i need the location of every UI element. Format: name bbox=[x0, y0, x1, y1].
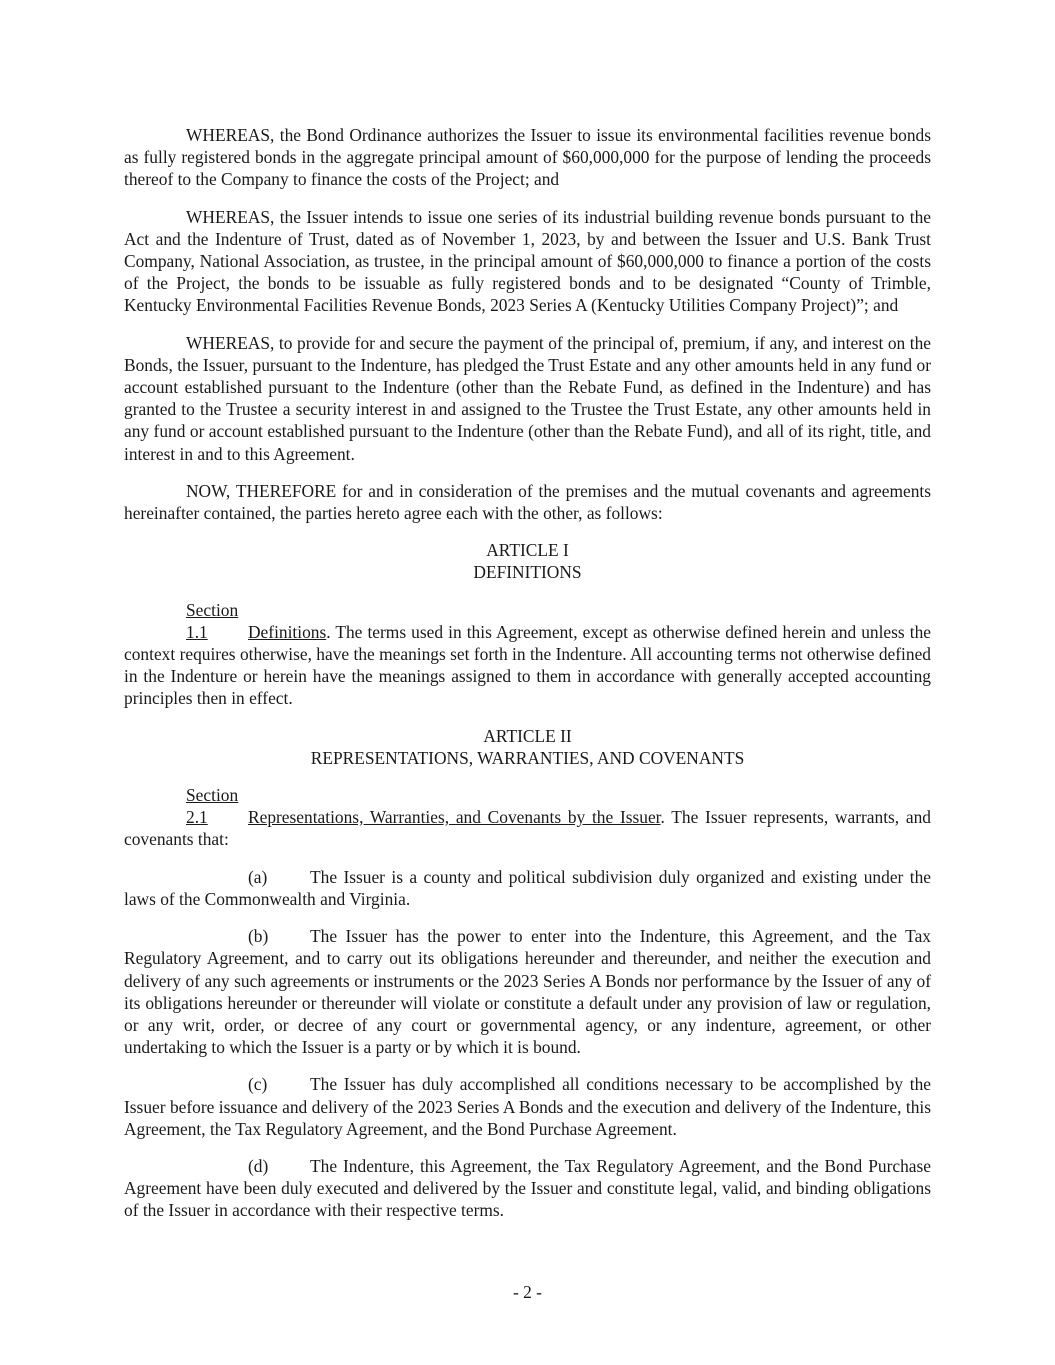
list-item-b-label: (b) bbox=[248, 926, 269, 947]
section-2-1-heading: Representations, Warranties, and Covenants by the Issuer bbox=[248, 807, 661, 828]
section-2-1-number: Section 2.1 bbox=[186, 785, 239, 828]
section-1-1-heading: Definitions bbox=[248, 621, 327, 642]
list-item-c-text: The Issuer has duly accomplished all conditions necessary to be accomplished by the Issuer before issuance and delivery of the 2023 Series A Bonds and the execution and delivery of the Indenture, this Agreement, the Tax Regulatory Agreement, and the Bond Purchase Agreement. bbox=[124, 1074, 931, 1139]
page-number: - 2 - bbox=[513, 1282, 542, 1302]
section-1-1-number: Section 1.1 bbox=[186, 599, 239, 642]
section-2-1-text: . The Issuer represents, warrants, and covenants that: bbox=[124, 807, 931, 850]
section-2-1 bbox=[124, 784, 931, 851]
list-item-d-label: (d) bbox=[248, 1155, 269, 1176]
article-1-number: ARTICLE I bbox=[486, 540, 569, 561]
article-1-heading bbox=[124, 539, 931, 583]
list-item-b bbox=[124, 925, 931, 1058]
article-2-heading bbox=[124, 725, 931, 769]
list-item-a bbox=[124, 866, 931, 910]
document-page bbox=[124, 124, 931, 1237]
section-1-1-text: . The terms used in this Agreement, except as otherwise defined herein and unless the context requires otherwise, have the meanings set forth in the Indenture. All accounting terms not otherwise defined in the Indenture or herein have the meanings assigned to them in accordance with generally accepted accounting principles then in effect. bbox=[124, 621, 931, 709]
list-item-a-text: The Issuer is a county and political subdivision duly organized and existing under the laws of the Commonwealth and Virginia. bbox=[124, 866, 931, 909]
article-1-title: DEFINITIONS bbox=[473, 562, 582, 583]
list-item-d bbox=[124, 1155, 931, 1222]
article-2-number: ARTICLE II bbox=[483, 725, 572, 746]
therefore-paragraph: NOW, THEREFORE for and in consideration of the premises and the mutual covenants and agreements hereinafter contained, the parties hereto agree each with the other, as follows: bbox=[124, 480, 931, 524]
list-item-a-label: (a) bbox=[248, 866, 268, 887]
list-item-c bbox=[124, 1073, 931, 1140]
article-2-title: REPRESENTATIONS, WARRANTIES, AND COVENANTS bbox=[310, 747, 745, 768]
list-item-d-text: The Indenture, this Agreement, the Tax Regulatory Agreement, and the Bond Purchase Agreement have been duly executed and delivered by the Issuer and constitute legal, valid, and binding obligations of the Issuer in accordance with their respective terms. bbox=[124, 1155, 931, 1221]
section-1-1 bbox=[124, 599, 931, 710]
recital-paragraph-2: WHEREAS, the Issuer intends to issue one series of its industrial building revenue bonds pursuant to the Act and the Indenture of Trust, dated as of November 1, 2023, by and between the Issuer and U.S. Bank Trust Company, National Association, as trustee, in the principal amount of $60,000,000 to finance a portion of the costs of the Project, the bonds to be issuable as fully registered bonds and to be designated “County of Trimble, Kentucky Environmental Facilities Revenue Bonds, 2023 Series A (Kentucky Utilities Company Project)”; and bbox=[124, 206, 931, 316]
list-item-c-label: (c) bbox=[248, 1074, 268, 1095]
list-item-b-text: The Issuer has the power to enter into the Indenture, this Agreement, and the Tax Regulatory Agreement, and to carry out its obligations hereunder and thereunder, and neither the execution and delivery of any such agreements or instruments or the 2023 Series A Bonds nor performance by the Issuer of any of its obligations hereunder or thereunder will violate or constitute a default under any provision of law or regulation, or any writ, order, or decree of any court or governmental agency, or any indenture, agreement, or other undertaking to which the Issuer is a party or by which it is bound. bbox=[124, 926, 931, 1058]
recital-paragraph-1: WHEREAS, the Bond Ordinance authorizes the Issuer to issue its environmental facilities revenue bonds as fully registered bonds in the aggregate principal amount of $60,000,000 for the purpose of lending the proceeds thereof to the Company to finance the costs of the Project; and bbox=[124, 125, 931, 190]
recital-paragraph-3: WHEREAS, to provide for and secure the payment of the principal of, premium, if any, and interest on the Bonds, the Issuer, pursuant to the Indenture, has pledged the Trust Estate and any other amounts held in any fund or account established pursuant to the Indenture (other than the Rebate Fund, as defined in the Indenture) and has granted to the Trustee a security interest in and assigned to the Trustee the Trust Estate, any other amounts held in any fund or account established pursuant to the Indenture (other than the Rebate Fund), and all of its right, title, and interest in and to this Agreement. bbox=[124, 332, 931, 464]
